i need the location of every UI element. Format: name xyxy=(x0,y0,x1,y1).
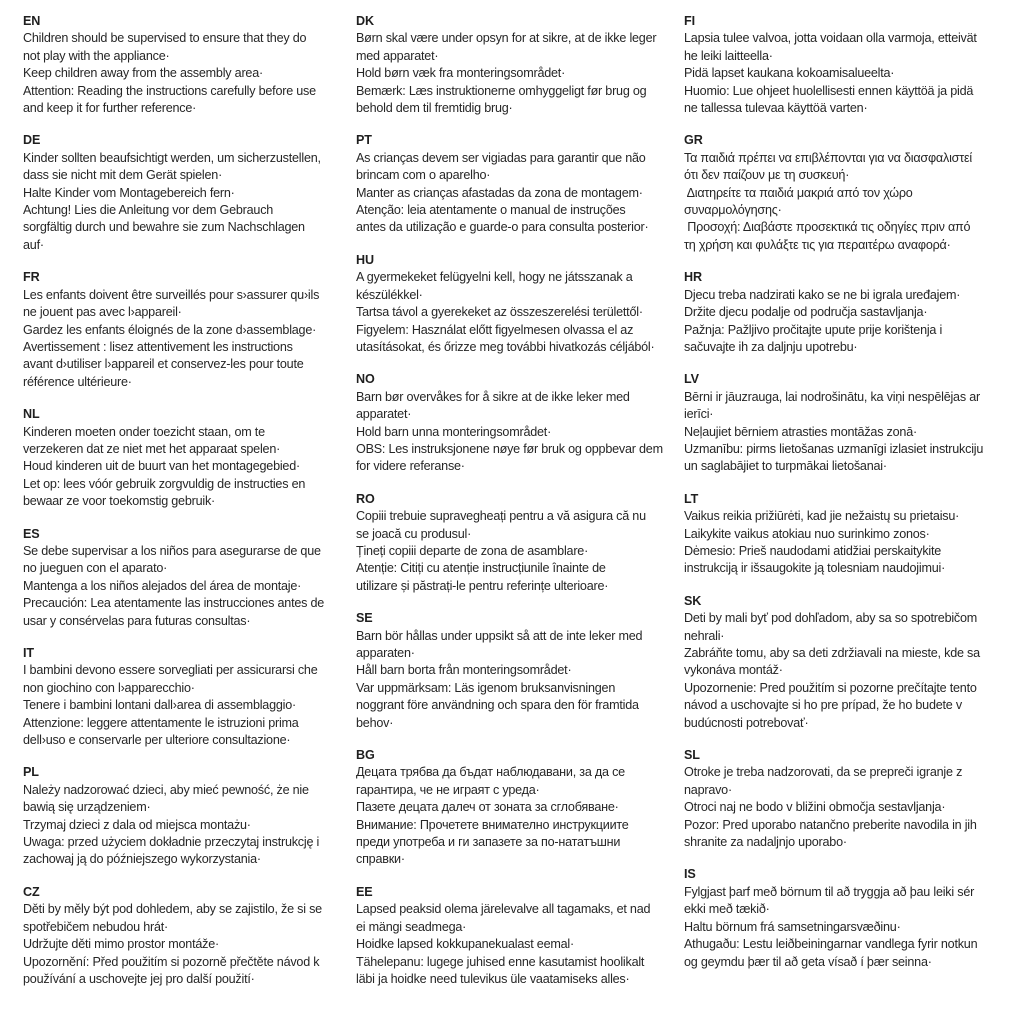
instruction-text-line: Pažnja: Pažljivo pročitajte upute prije korištenja i xyxy=(684,322,943,337)
instruction-text-line: Deti by mali byť pod dohľadom, aby sa so spotrebičom xyxy=(684,611,978,626)
language-section-cz xyxy=(23,884,355,988)
instruction-text-line: A gyermekeket felügyelni kell, hogy ne játsszanak a xyxy=(356,270,633,285)
instruction-text-line: Προσοχή: Διαβάστε προσεκτικά τις οδηγίες πριν από xyxy=(684,220,971,235)
instruction-text-line: Bērni ir jāuzrauga, lai nodrošinātu, ka viņi nespēlējas ar xyxy=(684,389,980,404)
instruction-text-line: shranite za nadaljnjo uporabo· xyxy=(684,835,847,850)
instruction-text-line: Athugaðu: Lestu leiðbeiningarnar vandlega fyrir notkun xyxy=(684,937,978,952)
instruction-text-line: Laikykite vaikus atokiau nuo surinkimo zonos· xyxy=(684,526,930,541)
instruction-text-line: преди употреба и ги запазете за по-нататъшни xyxy=(356,835,621,850)
language-section-sk xyxy=(684,593,1016,732)
language-code: HR xyxy=(684,270,702,285)
column-3 xyxy=(684,13,1016,986)
instruction-text-line: spotřebičem nebudou hrát· xyxy=(23,919,169,934)
language-section-fr xyxy=(23,269,355,391)
language-code: RO xyxy=(356,491,375,506)
language-code: SK xyxy=(684,593,702,608)
language-section-it xyxy=(23,645,355,749)
instruction-text-line: Mantenga a los niños alejados del área de montaje· xyxy=(23,578,302,593)
instruction-text-line: Kinderen moeten onder toezicht staan, om te xyxy=(23,424,265,439)
instruction-text-line: behold dem til fremtidig brug· xyxy=(356,101,513,116)
instruction-text-line: Внимание: Прочетете внимателно инструкциите xyxy=(356,817,629,832)
instruction-text-line: Kinder sollten beaufsichtigt werden, um sicherzustellen, xyxy=(23,150,321,165)
instruction-text-line: behov· xyxy=(356,715,394,730)
instruction-text-line: Децата трябва да бъдат наблюдавани, за да се xyxy=(356,765,625,780)
instruction-text-line: un saglabājiet to turpmākai lietošanai· xyxy=(684,459,887,474)
instruction-text-line: napravo· xyxy=(684,782,732,797)
instruction-text-line: Keep children away from the assembly area· xyxy=(23,66,263,81)
language-section-de xyxy=(23,132,355,254)
instruction-text-line: Διατηρείτε τα παιδιά μακριά από τον χώρο xyxy=(684,185,913,200)
instruction-text-line: for videre referanse· xyxy=(356,459,465,474)
language-code: FR xyxy=(23,270,40,285)
language-code: LV xyxy=(684,372,699,387)
language-code: PL xyxy=(23,765,39,780)
instruction-text-line: Copiii trebuie supravegheați pentru a vă asigura că nu xyxy=(356,509,646,524)
instruction-text-line: Barn bør overvåkes for å sikre at de ikke leker med xyxy=(356,389,630,404)
instruction-text-line: Hold barn unna monteringsområdet· xyxy=(356,424,552,439)
instruction-text-line: se joacă cu produsul· xyxy=(356,526,472,541)
instruction-text-line: Lapsed peaksid olema järelevalve all tagamaks, et nad xyxy=(356,902,651,917)
instruction-text-line: nehrali· xyxy=(684,628,725,643)
instruction-text-line: not play with the appliance· xyxy=(23,48,170,63)
language-code: GR xyxy=(684,133,703,148)
instruction-text-line: and keep it for further reference· xyxy=(23,101,197,116)
instruction-text-line: Fylgjast þarf með börnum til að tryggja að þau leiki sér xyxy=(684,884,975,899)
instruction-text-line: apparatet· xyxy=(356,407,412,422)
instruction-text-line: instrukciją ir išsaugokite ją tolesniam naudojimui· xyxy=(684,561,946,576)
instruction-text-line: συναρμολόγησης· xyxy=(684,203,782,218)
instruction-text-line: Var uppmärksam: Läs igenom bruksanvisningen xyxy=(356,680,616,695)
language-code: EN xyxy=(23,14,41,28)
instruction-text-line: sačuvajte ih za daljnju upotrebu· xyxy=(684,339,858,354)
instruction-text-line: zachowaj ją do późniejszego wykorzystania· xyxy=(23,852,261,867)
instruction-text-line: auf· xyxy=(23,237,44,252)
instruction-text-line: Țineți copiii departe de zona de asamblare· xyxy=(356,543,589,558)
language-code: SE xyxy=(356,611,373,626)
instruction-text-line: Børn skal være under opsyn for at sikre, at de ikke leger xyxy=(356,31,657,46)
instruction-text-line: Precaución: Lea atentamente las instrucciones antes de xyxy=(23,596,325,611)
language-code: IS xyxy=(684,867,696,882)
instruction-text-line: Tähelepanu: lugege juhised enne kasutamist hoolikalt xyxy=(356,954,645,969)
language-code: SL xyxy=(684,748,700,763)
instruction-text-line: Tenere i bambini lontani dall›area di assemblaggio· xyxy=(23,698,297,713)
language-section-lt xyxy=(684,491,1016,578)
language-code: LT xyxy=(684,491,699,506)
instruction-text-line: τη χρήση και φυλάξτε τις για περαιτέρω αναφορά· xyxy=(684,237,951,252)
language-code: ES xyxy=(23,526,40,541)
instruction-text-line: Attention: Reading the instructions carefully before use xyxy=(23,83,316,98)
instruction-text-line: Bemærk: Læs instruktionerne omhyggeligt før brug og xyxy=(356,83,647,98)
language-section-es xyxy=(23,526,355,630)
instruction-text-line: Hoidke lapsed kokkupanekualast eemal· xyxy=(356,937,574,952)
instruction-text-line: Otroci naj ne bodo v bližini območja sestavljanja· xyxy=(684,800,946,815)
column-2 xyxy=(356,13,686,1003)
instruction-text-line: Vaikus reikia prižiūrėti, kad jie nežaistų su prietaisu· xyxy=(684,509,960,524)
instruction-text-line: Gardez les enfants éloignés de la zone d›assemblage· xyxy=(23,322,317,337)
instruction-text-line: Udržujte děti mimo prostor montáže· xyxy=(23,937,219,952)
instruction-text-line: og geymdu þær til að geta vísað í þær seinna· xyxy=(684,954,932,969)
language-section-dk xyxy=(356,13,686,117)
instruction-text-line: ierīci· xyxy=(684,407,714,422)
instruction-text-line: Pidä lapset kaukana kokoamisalueelta· xyxy=(684,66,895,81)
instruction-text-line: bewaar ze voor toekomstig gebruik· xyxy=(23,494,216,509)
instruction-text-line: Hold børn væk fra monteringsområdet· xyxy=(356,66,566,81)
instruction-text-line: no jueguen con el aparato· xyxy=(23,561,168,576)
instruction-text-line: Děti by měly být pod dohledem, aby se zajistilo, že si se xyxy=(23,902,322,917)
instruction-text-line: Achtung! Lies die Anleitung vor dem Gebrauch xyxy=(23,203,274,218)
instruction-text-line: Halte Kinder vom Montagebereich fern· xyxy=(23,185,235,200)
instruction-text-line: Пазете децата далеч от зоната за сглобяване· xyxy=(356,800,619,815)
instruction-text-line: antes da utilização e guarde-o para consulta posterior· xyxy=(356,220,649,235)
instruction-text-line: Uwaga: przed użyciem dokładnie przeczytaj instrukcję i xyxy=(23,835,320,850)
instruction-text-line: Barn bör hållas under uppsikt så att de inte leker med xyxy=(356,628,643,643)
instruction-text-line: Tartsa távol a gyerekeket az összeszerelési területtől· xyxy=(356,305,643,320)
language-section-hu xyxy=(356,252,686,356)
language-code: EE xyxy=(356,884,373,899)
instruction-text-line: utilizare și păstrați-le pentru referințe ulterioare· xyxy=(356,578,609,593)
instruction-text-line: läbi ja hoidke need tulevikus üle vaatamiseks alles· xyxy=(356,971,630,986)
language-code: FI xyxy=(684,14,695,28)
language-section-pt xyxy=(356,132,686,236)
instruction-text-line: Trzymaj dzieci z dala od miejsca montażu· xyxy=(23,817,251,832)
instruction-text-line: Upozornenie: Pred použitím si pozorne prečítajte tento xyxy=(684,680,977,695)
instruction-text-line: Les enfants doivent être surveillés pour s›assurer qu›ils xyxy=(23,287,320,302)
language-section-se xyxy=(356,610,686,732)
language-section-is xyxy=(684,866,1016,970)
language-code: BG xyxy=(356,748,375,763)
instruction-text-line: Se debe supervisar a los niños para asegurarse de que xyxy=(23,543,321,558)
instruction-text-line: Haltu börnum frá samsetningarsvæðinu· xyxy=(684,919,901,934)
language-section-nl xyxy=(23,406,355,510)
instruction-text-line: ekki með tækið· xyxy=(684,902,770,917)
language-code: DE xyxy=(23,133,41,148)
instruction-text-line: справки· xyxy=(356,852,405,867)
language-code: DK xyxy=(356,14,374,28)
instruction-text-line: Atenção: leia atentamente o manual de instruções xyxy=(356,203,626,218)
instruction-text-line: Let op: lees vóór gebruik zorgvuldig de instructies en xyxy=(23,476,306,491)
instruction-text-line: Children should be supervised to ensure that they do xyxy=(23,31,307,46)
instruction-text-line: Atenție: Citiți cu atenție instrucțiunile înainte de xyxy=(356,561,606,576)
instruction-text-line: Neļaujiet bērniem atrasties montāžas zonā· xyxy=(684,424,917,439)
instruction-text-line: Pozor: Pred uporabo natančno preberite navodila in jih xyxy=(684,817,977,832)
language-code: NL xyxy=(23,407,40,422)
instruction-text-line: Houd kinderen uit de buurt van het montagegebied· xyxy=(23,459,300,474)
instruction-text-line: ei mängi seadmega· xyxy=(356,919,467,934)
instruction-text-line: Dėmesio: Prieš naudodami atidžiai perskaitykite xyxy=(684,543,942,558)
language-code: HU xyxy=(356,252,374,267)
instruction-text-line: vykonáva montáž· xyxy=(684,663,783,678)
language-section-gr xyxy=(684,132,1016,254)
instruction-text-line: Håll barn borta från monteringsområdet· xyxy=(356,663,572,678)
instruction-text-line: Uzmanību: pirms lietošanas uzmanīgi izlasiet instrukciju xyxy=(684,441,984,456)
column-1 xyxy=(23,13,355,1003)
instruction-text-line: používání a uschovejte jej pro další použití· xyxy=(23,971,255,986)
instruction-text-line: I bambini devono essere sorvegliati per assicurarsi che xyxy=(23,663,318,678)
instruction-text-line: noggrant före användning och spara den för framtida xyxy=(356,698,639,713)
instruction-text-line: dass sie nicht mit dem Gerät spielen· xyxy=(23,168,223,183)
instruction-text-line: ne jouent pas avec l›appareil· xyxy=(23,305,182,320)
instruction-text-line: Attenzione: leggere attentamente le istruzioni prima xyxy=(23,715,299,730)
language-section-bg xyxy=(356,747,686,869)
instruction-text-line: dell›uso e conservarle per ulteriore consultazione· xyxy=(23,733,291,748)
language-code: IT xyxy=(23,646,34,660)
instruction-text-line: med apparatet· xyxy=(356,48,439,63)
instruction-text-line: bawią się urządzeniem· xyxy=(23,800,151,815)
instruction-text-line: készülékkel· xyxy=(356,287,423,302)
instruction-text-line: Upozornění: Před použitím si pozorně přečtěte návod k xyxy=(23,954,320,969)
instruction-text-line: verzekeren dat ze niet met het apparaat spelen· xyxy=(23,441,281,456)
instruction-text-line: avant d›utiliser l›appareil et conservez-les pour toute xyxy=(23,357,304,372)
instruction-text-line: ne tallessa tulevaa käyttöä varten· xyxy=(684,101,868,116)
instruction-text-line: ότι δεν παίζουν με τη συσκευή· xyxy=(684,168,850,183)
instruction-text-line: Należy nadzorować dzieci, aby mieć pewność, że nie xyxy=(23,782,309,797)
instruction-text-line: гарантира, че не играят с уреда· xyxy=(356,782,540,797)
instruction-text-line: návod a uschovajte si ho pre prípad, že ho budete v xyxy=(684,698,962,713)
language-section-pl xyxy=(23,764,355,868)
instruction-text-line: apparaten· xyxy=(356,646,415,660)
language-section-lv xyxy=(684,371,1016,475)
language-code: CZ xyxy=(23,884,40,899)
language-section-en xyxy=(23,13,355,117)
instruction-text-line: Huomio: Lue ohjeet huolellisesti ennen käyttöä ja pidä xyxy=(684,83,974,98)
instruction-text-line: non giochino con l›apparecchio· xyxy=(23,680,195,695)
language-section-ee xyxy=(356,884,686,988)
instruction-text-line: Otroke je treba nadzorovati, da se prepreči igranje z xyxy=(684,765,963,780)
instruction-text-line: référence ultérieure· xyxy=(23,374,132,389)
language-section-sl xyxy=(684,747,1016,851)
instruction-text-line: Zabráňte tomu, aby sa deti zdržiavali na mieste, kde sa xyxy=(684,646,980,660)
instruction-text-line: Lapsia tulee valvoa, jotta voidaan olla varmoja, etteivät xyxy=(684,31,977,46)
instruction-text-line: sorgfältig durch und bewahre sie zum Nachschlagen xyxy=(23,220,305,235)
instruction-text-line: Držite djecu podalje od područja sastavljanja· xyxy=(684,305,928,320)
language-section-hr xyxy=(684,269,1016,356)
instruction-text-line: he leiki laitteella· xyxy=(684,48,773,63)
instruction-text-line: OBS: Les instruksjonene nøye før bruk og oppbevar dem xyxy=(356,441,663,456)
language-section-fi xyxy=(684,13,1016,117)
language-code: NO xyxy=(356,372,375,387)
language-section-no xyxy=(356,371,686,475)
instruction-text-line: usar y consérvelas para futuras consultas· xyxy=(23,613,251,628)
instruction-text-line: brincam com o aparelho· xyxy=(356,168,491,183)
instruction-text-line: Avertissement : lisez attentivement les instructions xyxy=(23,339,293,354)
language-code: PT xyxy=(356,133,372,148)
language-section-ro xyxy=(356,491,686,595)
instruction-text-line: budúcnosti potrebovať· xyxy=(684,715,809,730)
instruction-text-line: Τα παιδιά πρέπει να επιβλέπονται για να διασφαλιστεί xyxy=(684,150,972,165)
instruction-text-line: utasításokat, és őrizze meg további hivatkozás céljából· xyxy=(356,339,655,354)
instruction-text-line: Figyelem: Használat előtt figyelmesen olvassa el az xyxy=(356,322,634,337)
instruction-text-line: Manter as crianças afastadas da zona de montagem· xyxy=(356,185,643,200)
instruction-text-line: As crianças devem ser vigiadas para garantir que não xyxy=(356,150,646,165)
instruction-text-line: Djecu treba nadzirati kako se ne bi igrala uređajem· xyxy=(684,287,961,302)
